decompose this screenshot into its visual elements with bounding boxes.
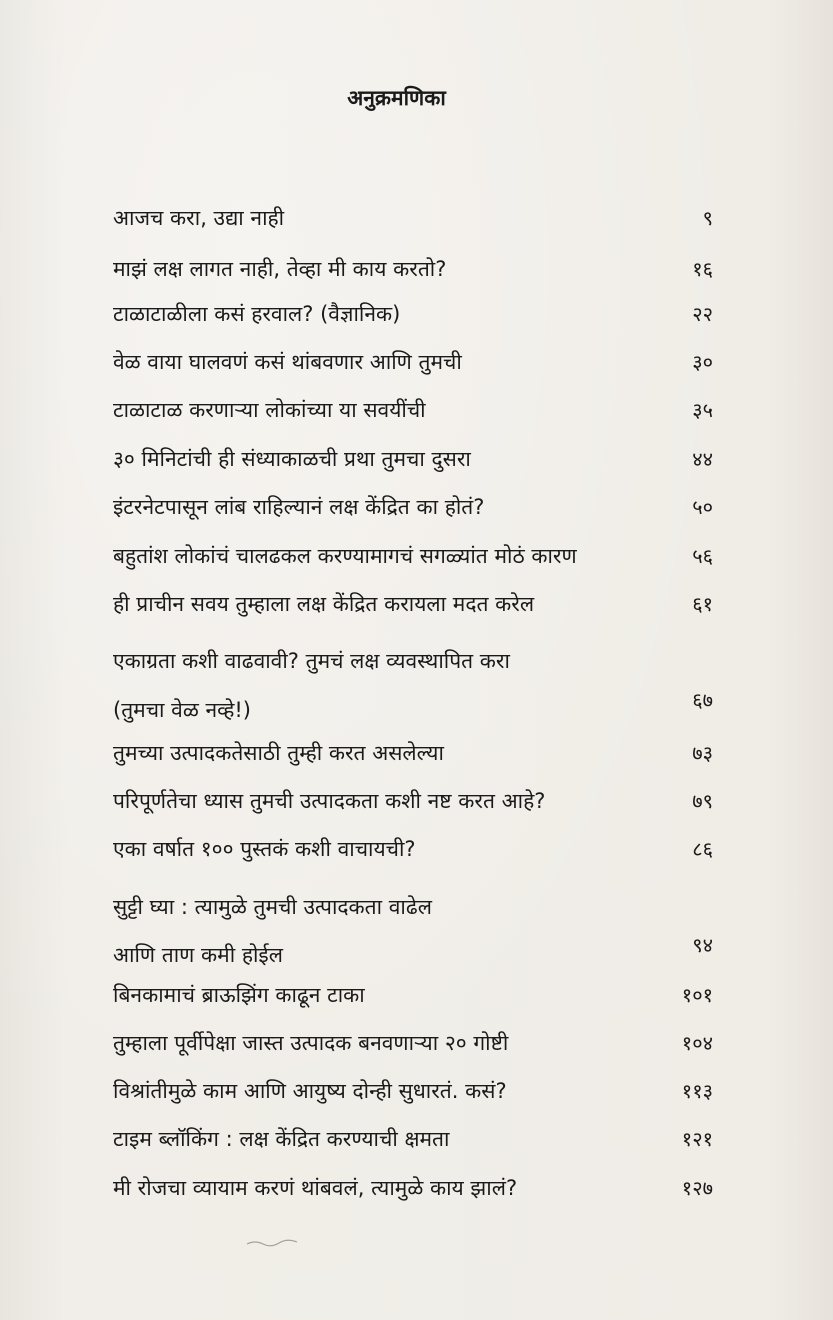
toc-entry: [113, 740, 713, 766]
toc-entry: [113, 883, 713, 979]
toc-entry: [113, 543, 713, 569]
entry-page: ९: [702, 206, 713, 230]
entry-title: बहुतांश लोकांचं चालढकल करण्यामागचं सगळ्यांत मोठं कारण: [113, 544, 577, 568]
toc-entry: [113, 982, 713, 1008]
entry-page: ७३: [692, 741, 713, 765]
toc-entry: [113, 349, 713, 375]
entry-title: ३० मिनिटांची ही संध्याकाळची प्रथा तुमचा दुसरा: [113, 447, 471, 471]
toc-entry: [113, 446, 713, 472]
ink-smudge: [245, 1238, 305, 1248]
entry-title: तुमच्या उत्पादकतेसाठी तुम्ही करत असलेल्या: [113, 741, 444, 765]
entry-page: ५६: [692, 544, 713, 568]
entry-page: ६७: [692, 688, 713, 712]
entry-title: इंटरनेटपासून लांब राहिल्यानं लक्ष केंद्रित का होतं?: [113, 495, 485, 519]
toc-entry: [113, 397, 713, 423]
entry-title: वेळ वाया घालवणं कसं थांबवणार आणि तुमची: [113, 350, 462, 374]
entry-title: टाळाटाळ करणाऱ्या लोकांच्या या सवयींची: [113, 398, 426, 422]
entry-page: १६: [692, 257, 713, 281]
entry-title: एकाग्रता कशी वाढवावी? तुमचं लक्ष व्यवस्थापित करा: [113, 649, 510, 673]
page-title: अनुक्रमणिका: [347, 86, 446, 110]
entry-title: मी रोजचा व्यायाम करणं थांबवलं, त्यामुळे काय झालं?: [113, 1176, 518, 1200]
entry-title: टाइम ब्लॉकिंग : लक्ष केंद्रित करण्याची क्षमता: [113, 1127, 450, 1151]
toc-entry: [113, 1078, 713, 1104]
entry-page: २२: [692, 302, 713, 326]
entry-title: टाळाटाळीला कसं हरवाल? (वैज्ञानिक): [113, 302, 401, 326]
entry-title: ही प्राचीन सवय तुम्हाला लक्ष केंद्रित करायला मदत करेल: [113, 592, 535, 616]
entry-title: आजच करा, उद्या नाही: [113, 206, 285, 230]
entry-page: ३०: [692, 350, 713, 374]
toc-entry: [113, 637, 713, 735]
toc-entry: [113, 256, 713, 282]
entry-page: १२१: [681, 1127, 713, 1151]
toc-entry: [113, 591, 713, 617]
entry-page: ३५: [692, 398, 713, 422]
entry-title: परिपूर्णतेचा ध्यास तुमची उत्पादकता कशी नष्ट करत आहे?: [113, 789, 546, 813]
entry-title: तुम्हाला पूर्वीपेक्षा जास्त उत्पादक बनवणाऱ्या २० गोष्टी: [113, 1031, 509, 1055]
entry-page: ६१: [692, 592, 713, 616]
entry-page: ८६: [692, 837, 713, 861]
entry-title: माझं लक्ष लागत नाही, तेव्हा मी काय करतो?: [113, 257, 447, 281]
entry-page: ९४: [692, 933, 713, 957]
toc-entry: [113, 1126, 713, 1152]
entry-title: सुट्टी घ्या : त्यामुळे तुमची उत्पादकता वाढेल: [113, 895, 432, 919]
entry-title: एका वर्षात १०० पुस्तकं कशी वाचायची?: [113, 837, 416, 861]
entry-page: १२७: [681, 1176, 713, 1200]
toc-entry: [113, 836, 713, 862]
entry-page: ५०: [692, 495, 713, 519]
entry-title-continued: आणि ताण कमी होईल: [113, 943, 283, 967]
entry-page: ७९: [692, 789, 713, 813]
toc-entry: [113, 1030, 713, 1056]
toc-entry: [113, 494, 713, 520]
entry-page: १०४: [681, 1031, 713, 1055]
toc-entry: [113, 1175, 713, 1201]
entry-page: ४४: [692, 447, 713, 471]
entry-title-continued: (तुमचा वेळ नव्हे!): [113, 698, 251, 722]
entry-page: १०१: [681, 983, 713, 1007]
toc-entry: [113, 301, 713, 327]
toc-entry: [113, 205, 713, 231]
entry-title: बिनकामाचं ब्राऊझिंग काढून टाका: [113, 983, 365, 1007]
toc-entry: [113, 788, 713, 814]
entry-page: ११३: [681, 1079, 713, 1103]
entry-title: विश्रांतीमुळे काम आणि आयुष्य दोन्ही सुधारतं. कसं?: [113, 1079, 507, 1103]
